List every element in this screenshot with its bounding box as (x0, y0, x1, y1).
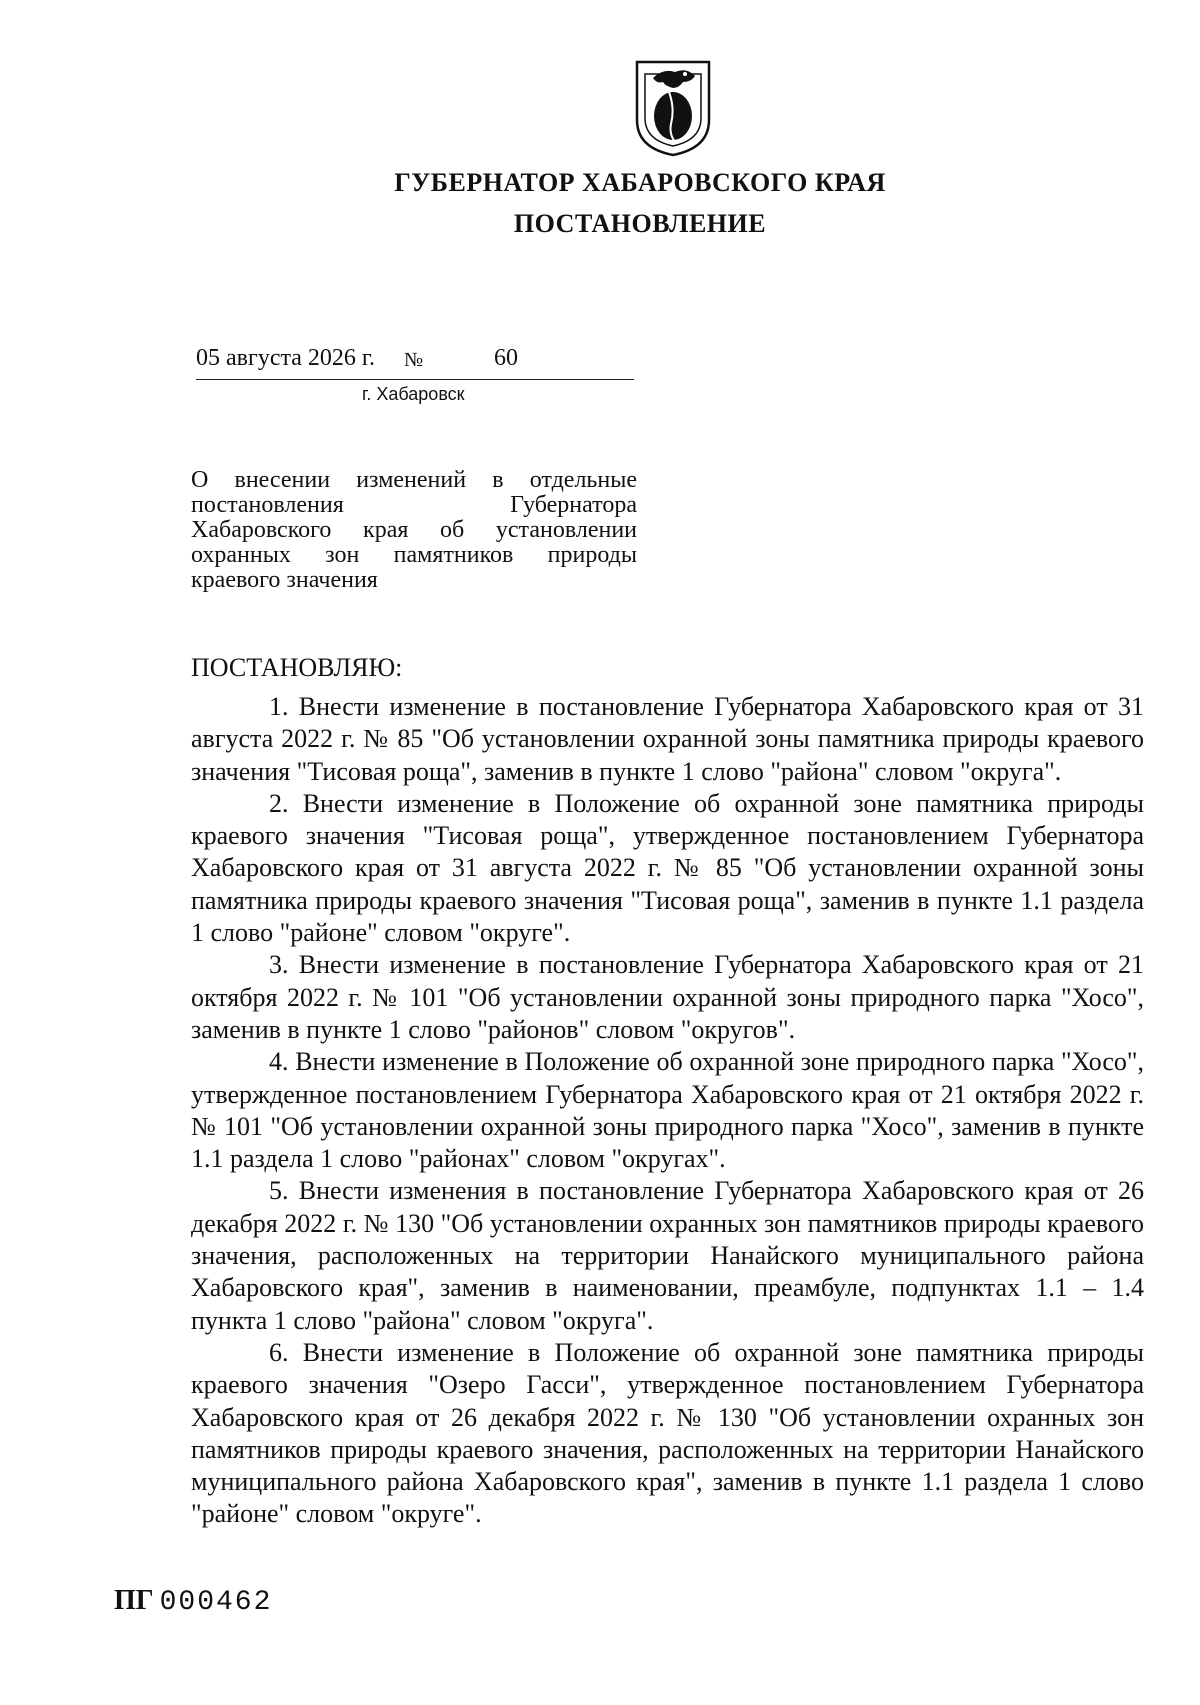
paragraph-5: 5. Внести изменения в постановление Губернатора Хабаровского края от 26 декабря 2022 г. № 130 "Об установлении охранных зон памятников природы краевого значения, расположенных на территории Нанайского муниципального района Хабаровского края", заменив в наименовании, преамбуле, подпунктах 1.1 – 1.4 пункта 1 слово "района" словом "округа". (191, 1176, 1144, 1335)
khabarovsk-krai-coat-of-arms-icon (633, 58, 713, 158)
document-date: 05 августа 2026 г. (196, 345, 376, 371)
paragraph-4: 4. Внести изменение в Положение об охранной зоне природного парка "Хосо", утвержденное постановлением Губернатора Хабаровского края от 21 октября 2022 г. № 101 "Об установлении охранной зоны природного парка "Хосо", заменив в пункте 1.1 раздела 1 слово "районах" словом "округах". (191, 1047, 1144, 1174)
subject-line: охранных зон памятников природы (191, 542, 637, 568)
issue-city: г. Хабаровск (362, 384, 465, 404)
subject-line: О внесении изменений в отдельные (191, 467, 637, 493)
document-number: 60 (494, 345, 518, 371)
form-serial-number: 000462 (159, 1587, 273, 1618)
paragraph-6: 6. Внести изменение в Положение об охранной зоне памятника природы краевого значения "Озеро Гасси", утвержденное постановлением Губернатора Хабаровского края от 26 декабря 2022 г. № 130 "Об установлении охранных зон памятников природы краевого значения, расположенных на территории Нанайского муниципального района Хабаровского края", заменив в пункте 1.1 раздела 1 слово "районе" словом "округе". (191, 1337, 1144, 1529)
document-type: ПОСТАНОВЛЕНИЕ (513, 209, 767, 238)
number-sign: № (404, 349, 424, 371)
form-serial-code (114, 1585, 272, 1618)
subject-line: краевого значения (191, 567, 378, 593)
paragraph-2: 2. Внести изменение в Положение об охранной зоне памятника природы краевого значения "Тисовая роща", утвержденное постановлением Губернатора Хабаровского края от 31 августа 2022 г. № 85 "Об установлении охранной зоны памятника природы краевого значения "Тисовая роща", заменив в пункте 1.1 раздела 1 слово "районе" словом "округе". (191, 788, 1144, 948)
document-body (191, 691, 1144, 1531)
resolve-heading: ПОСТАНОВЛЯЮ: (191, 653, 403, 682)
document-subject (191, 468, 637, 593)
date-number-line (196, 345, 634, 380)
issuing-authority: ГУБЕРНАТОР ХАБАРОВСКОГО КРАЯ (394, 168, 886, 197)
paragraph-3: 3. Внести изменение в постановление Губернатора Хабаровского края от 21 октября 2022 г. № 101 "Об установлении охранной зоны природного парка "Хосо", заменив в пункте 1 слово "районов" словом "округов". (191, 950, 1144, 1044)
subject-line: Хабаровского края об установлении (191, 517, 637, 543)
paragraph-1: 1. Внести изменение в постановление Губернатора Хабаровского края от 31 августа 2022 г. № 85 "Об установлении охранной зоны памятника природы краевого значения "Тисовая роща", заменив в пункте 1 слово "района" словом "округа". (191, 692, 1144, 786)
subject-line: постановления Губернатора (191, 492, 637, 518)
form-series: ПГ (114, 1585, 154, 1616)
